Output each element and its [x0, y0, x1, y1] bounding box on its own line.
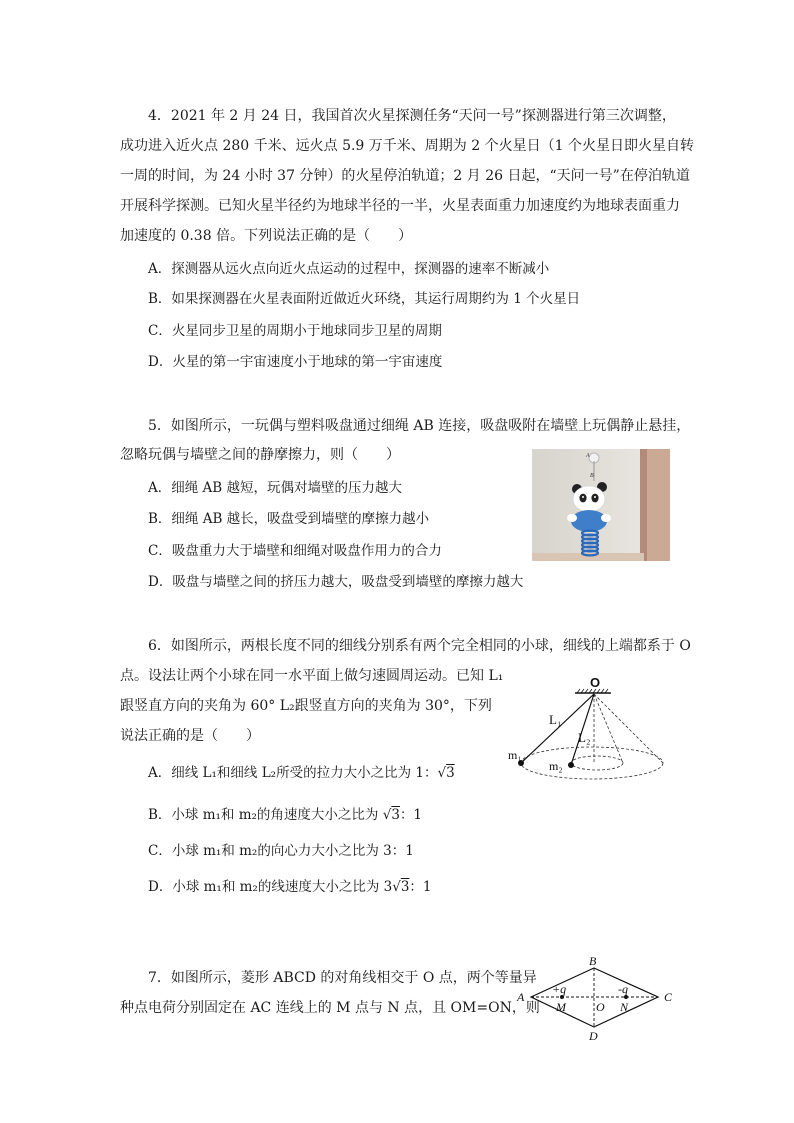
point-o-label: O	[596, 1000, 605, 1014]
label-l1: L₁	[549, 712, 562, 727]
sqrt-symbol: √	[382, 807, 392, 823]
q6-option-d-post: ：1	[409, 879, 432, 895]
panda-toy-photo	[532, 449, 670, 561]
point-n-label: N	[620, 1000, 629, 1014]
q6-option-b-post: ：1	[399, 807, 423, 823]
photo-label-a: A	[586, 453, 590, 459]
point-m-label: M	[556, 1000, 566, 1014]
ball-m2	[568, 762, 574, 768]
q6-option-a-radicand: 3	[446, 765, 455, 781]
q5-option-a: A．细绳 AB 越短，玩偶对墙壁的压力越大	[148, 480, 403, 496]
q4-stem-line-3: 一周的时间，为 24 小时 37 分钟）的火星停泊轨道；2 月 26 日起，“天问一号”在停泊轨道	[120, 168, 690, 184]
q6-stem-line-4: 说法正确的是（ ）	[120, 728, 260, 744]
q4-option-b: B．如果探测器在火星表面附近做近火环绕，其运行周期约为 1 个火星日	[148, 291, 581, 307]
q4-stem-line-4: 开展科学探测。已知火星半径约为地球半径的一半，火星表面重力加速度约为地球表面重力	[120, 198, 680, 214]
q4-stem-line-1: 4．2021 年 2 月 24 日，我国首次火星探测任务“天问一号”探测器进行第三次调整，	[148, 108, 676, 124]
q6-option-d	[148, 877, 432, 897]
q6-option-b	[148, 805, 422, 825]
q6-option-b-pre: B．小球 m₁和 m₂的角速度大小之比为	[148, 807, 383, 823]
vertex-c-label: C	[664, 990, 673, 1004]
q4-option-c: C．火星同步卫星的周期小于地球同步卫星的周期	[148, 323, 442, 339]
vertex-b-label: B	[589, 955, 597, 968]
q4-option-d: D．火星的第一宇宙速度小于地球的第一宇宙速度	[148, 354, 443, 370]
sqrt-symbol: √	[437, 765, 447, 781]
q5-stem-line-1: 5．如图所示，一玩偶与塑料吸盘通过细绳 AB 连接，吸盘吸附在墙壁上玩偶静止悬挂，	[148, 418, 691, 434]
q6-stem-line-1: 6．如图所示，两根长度不同的细线分别系有两个完全相同的小球，细线的上端都系于 O	[148, 638, 691, 654]
q6-stem-line-3: 跟竖直方向的夹角为 60° L₂跟竖直方向的夹角为 30°，下列	[120, 698, 492, 714]
q6-option-d-radicand: 3	[400, 879, 410, 895]
point-o-label: O	[590, 675, 601, 690]
q4-stem-line-2: 成功进入近火点 280 千米、远火点 5.9 万千米、周期为 2 个火星日（1 个火星日即火星自转	[120, 138, 694, 154]
label-m2: m₂	[549, 759, 563, 773]
q6-option-d-pre: D．小球 m₁和 m₂的线速度大小之比为 3	[148, 879, 393, 895]
q7-stem-line-1: 7．如图所示，菱形 ABCD 的对角线相交于 O 点，两个等量异	[148, 970, 537, 986]
label-l2: L₂	[578, 730, 591, 745]
vertex-d-label: D	[589, 1029, 598, 1043]
q5-option-d: D．吸盘与墙壁之间的挤压力越大，吸盘受到墙壁的摩擦力越大	[148, 574, 524, 590]
photo-label-b: B	[590, 473, 594, 479]
q7-stem-line-2: 种点电荷分别固定在 AC 连线上的 M 点与 N 点，且 OM=ON，则	[120, 1000, 540, 1016]
q6-option-a-text: A．细线 L₁和细线 L₂所受的拉力大小之比为 1：	[148, 765, 438, 781]
q5-option-b: B．细绳 AB 越长，吸盘受到墙壁的摩擦力越小	[148, 511, 430, 527]
vertex-a-label: A	[517, 990, 525, 1004]
q5-stem-line-2: 忽略玩偶与墙壁之间的静摩擦力，则（ ）	[120, 447, 400, 463]
q5-option-c: C．吸盘重力大于墙壁和细绳对吸盘作用力的合力	[148, 543, 442, 559]
q6-option-c: C．小球 m₁和 m₂的向心力大小之比为 3：1	[148, 843, 414, 859]
sqrt-symbol: √	[392, 879, 401, 895]
q4-stem-line-5: 加速度的 0.38 倍。下列说法正确的是（ ）	[120, 228, 413, 244]
rhombus-charges-diagram	[510, 955, 680, 1045]
q6-stem-line-2: 点。设法让两个小球在同一水平面上做匀速圆周运动。已知 L₁	[120, 668, 504, 684]
q6-option-a	[148, 763, 455, 783]
minus-q-label: -q	[618, 982, 628, 996]
q6-option-b-radicand: 3	[391, 807, 400, 823]
rhombus-abcd	[531, 968, 658, 1027]
q4-option-a: A．探测器从远火点向近火点运动的过程中，探测器的速率不断减小	[148, 261, 550, 277]
conical-pendulum-diagram	[505, 674, 675, 794]
plus-q-label: +q	[552, 982, 567, 996]
label-m1: m₁	[508, 748, 522, 762]
